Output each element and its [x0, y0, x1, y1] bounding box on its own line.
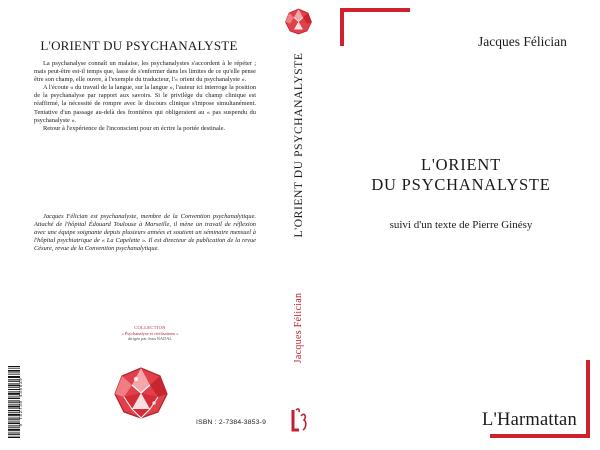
crystal-emblem-icon	[114, 367, 168, 419]
front-title-line2: DU PSYCHANALYSTE	[371, 175, 551, 194]
back-cover-blurb	[34, 60, 256, 133]
barcode-digits: 9 782738 438539	[19, 377, 24, 427]
collection-name: « Psychanalyse et civilisations »	[121, 330, 179, 336]
isbn: ISBN : 2-7384-3853-9	[196, 419, 267, 426]
collection-director: dirigée par Jean NADAL	[127, 336, 173, 342]
harmattan-logo-icon	[289, 406, 309, 436]
spine-title: L'ORIENT DU PSYCHANALYSTE	[293, 52, 305, 238]
author-bio-text: Jacques Félician est psychanalyste, membre de la Convention psychanalytique. Attaché de l'hôpital Édouard Toulouse à Marseille, il mène un travail de réflexion avec une équipe soignante depuis plusieurs années et soutient un séminaire mensuel à l'hôpital psychiatrique de « La Capelette ». Il est directeur de publication de la revue Césure, revue de la Convention psychanalytique.	[34, 213, 256, 253]
collection-credit	[100, 325, 200, 342]
author-bio	[34, 213, 256, 253]
front-cover	[322, 0, 600, 450]
blurb-paragraph: La psychanalyse connaît un malaise, les psychanalystes s'accordent à le répéter ; mais peut-être est-il temps que, lasse de s'enfermer dans les limites de ce qu'elle pense être son champ, elle ouvre, à l'exemple du traducteur, l'« orient du psychanalyste ».	[34, 60, 256, 84]
publisher-name: L'Harmattan	[482, 410, 577, 430]
spine	[280, 0, 318, 450]
blurb-paragraph: Retour à l'expérience de l'inconscient pour en écrire la portée destinale.	[43, 124, 226, 132]
blurb-paragraph: A l'écoute « du travail de la langue, sur la langue », l'auteur ici interroge la position de la psychanalyse par rapport aux savoirs. Si le privilège du champ clinique est réaffirmé, la nécessité de rompre avec le discours clinique s'impose simultanément. Tentative d'un passage au-delà des frontières qui obligeraient au « pas suspendu du psychanalyste ».	[34, 84, 256, 124]
back-cover-title: L'ORIENT DU PSYCHANALYSTE	[40, 38, 238, 53]
spine-author: Jacques Félician	[293, 292, 304, 364]
front-title-line1: L'ORIENT	[421, 155, 501, 174]
back-cover	[0, 0, 278, 450]
front-title	[322, 155, 600, 195]
front-author: Jacques Félician	[478, 34, 567, 49]
collection-heading: COLLECTION	[134, 325, 166, 330]
publisher-logo	[482, 408, 592, 434]
crystal-emblem-icon	[285, 8, 312, 35]
front-subtitle: suivi d'un texte de Pierre Ginésy	[389, 219, 533, 231]
